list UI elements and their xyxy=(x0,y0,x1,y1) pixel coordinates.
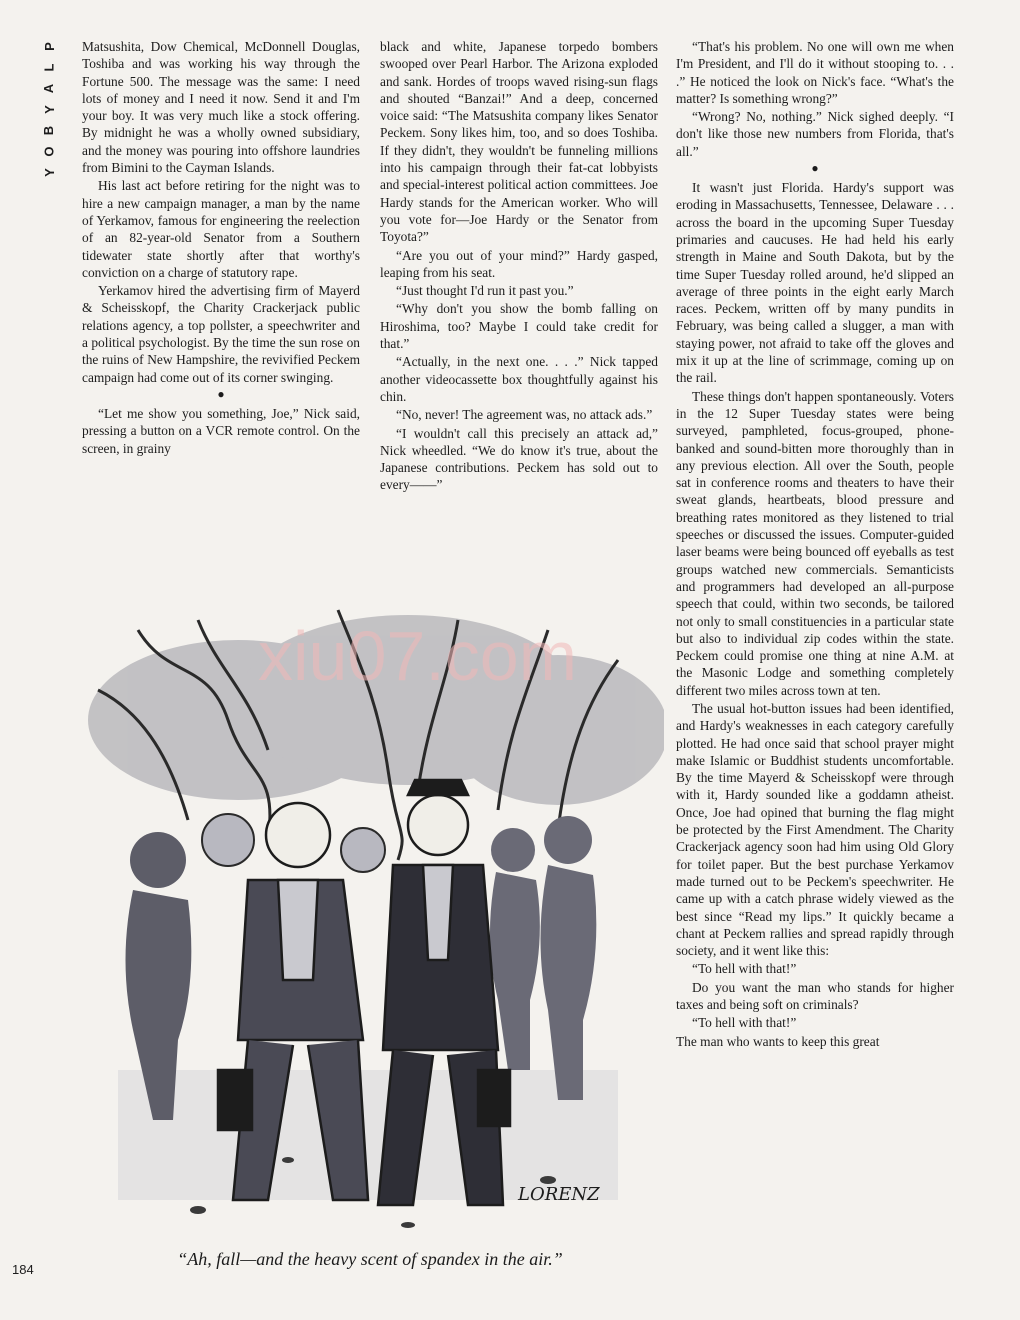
running-head-letter: B xyxy=(41,125,57,136)
paragraph: Do you want the man who stands for higher taxes and being soft on criminals? xyxy=(676,979,954,1013)
paragraph: “Why don't you show the bomb falling on Hiroshima, too? Maybe I could take credit for that.” xyxy=(380,301,658,352)
paragraph: “To hell with that!” xyxy=(692,961,797,977)
running-head-letter: O xyxy=(41,146,57,157)
paragraph: These things don't happen spontaneously. Voters in the 12 Super Tuesday states were being surveyed, pamphleted, focus-grouped, phone-banked and sound-bitten more thoroughly than in any previous election. All over the South, people sat in conference rooms and theaters to have their sweat glands, heartbeats, blood pressure and breathing rates monitored as they listened to trial speeches or discussed the issues. Computer-guided laser beams were being bounced off eyeballs as test groups watched new commercials. Semanticists and programmers had developed an all-purpose speech that could, within two seconds, be tailored not only to small constituencies in a particular state but also to individual zip codes within the state. Peckem could promise one thing at nine A.M. at the Masonic Lodge and something completely different two miles across town at ten. xyxy=(676,388,954,698)
paragraph: “That's his problem. No one will own me when I'm President, and I'll do it without stooping to. . . .” He noticed the look on Nick's face. “What's the matter? Is something wrong?” xyxy=(676,39,954,106)
running-head-letter: A xyxy=(41,83,57,94)
paragraph: Matsushita, Dow Chemical, McDonnell Douglas, Toshiba and was working his way through the Fortune 500. The message was the same: I need lots of money and I need it now. Send it and I'm your boy. It was very much like a stock offering. By midnight he was a wholly owned subsidiary, and the money was pouring into offshore laundries from Bimini to the Cayman Islands. xyxy=(82,39,360,176)
section-ornament: ● xyxy=(811,161,819,176)
paragraph: “No, never! The agreement was, no attack ads.” xyxy=(396,407,653,423)
paragraph: “Actually, in the next one. . . .” Nick tapped another videocassette box thoughtfully against his chin. xyxy=(380,354,658,404)
running-head xyxy=(36,40,62,179)
running-head-letter: Y xyxy=(41,168,57,177)
text-column-2 xyxy=(380,38,658,495)
running-head-letter: L xyxy=(41,63,57,72)
watermark-text: xiu07.com xyxy=(258,617,578,695)
paragraph: “I wouldn't call this precisely an attack ad,” Nick wheedled. “We do know it's true, about the Japanese contributions. Peckem has sold out to every——” xyxy=(380,425,658,493)
paragraph: “Let me show you something, Joe,” Nick said, pressing a button on a VCR remote control. On the screen, in grainy xyxy=(82,405,360,456)
paragraph: The man who wants to keep this great xyxy=(676,1033,880,1049)
jogger-right xyxy=(490,816,596,1100)
paragraph: “To hell with that!” xyxy=(692,1015,797,1031)
running-head-letter: Y xyxy=(41,105,57,114)
running-head-letter: P xyxy=(41,42,57,51)
artist-signature: LORENZ xyxy=(518,1184,600,1205)
paragraph: “Are you out of your mind?” Hardy gasped, leaping from his seat. xyxy=(380,247,658,280)
paragraph: The usual hot-button issues had been identified, and Hardy's weaknesses in each category carefully plotted. He had once said that school prayer might make Islamic or Buddhist students uncomfortable. By the time Mayerd & Scheisskopf were through with it, Hardy sounded like a goddamn atheist. Once, Joe had opined that burning the flag might be protected by the First Amendment. The Charity Crackerjack agency soon had him using Old Glory for toilet paper. But the best purchase Yerkamov made turned out to be Peckem's speechwriter. He came up with a catch phrase widely viewed as the best since “Read my lips.” It quickly became a chant at Peckem rallies and spread rapidly through society, and it went like this: xyxy=(676,700,954,959)
paragraph: His last act before retiring for the night was to hire a new campaign manager, a man by the name of Yerkamov, famous for engineering the reelection of an 82-year-old Senator from a Southern tidewater state shortly after that worthy's conviction on a charge of statutory rape. xyxy=(82,178,360,280)
illustration-caption: “Ah, fall—and the heavy scent of spandex in the air.” xyxy=(177,1249,563,1269)
paragraph: Yerkamov hired the advertising firm of Mayerd & Scheisskopf, the Charity Crackerjack public relations agency, a top pollster, a speechwriter and a political psychologist. By the time the sun rose on the ruins of New Hampshire, the revivified Peckem campaign had come out of its corner swinging. xyxy=(82,283,360,385)
section-ornament: ● xyxy=(217,386,225,401)
page-number: 184 xyxy=(12,1262,34,1277)
cartoon-illustration xyxy=(78,600,664,1240)
text-column-1 xyxy=(82,38,360,458)
paragraph: “Wrong? No, nothing.” Nick sighed deeply. “I don't like those new numbers from Florida, that's all.” xyxy=(676,109,954,159)
paragraph: black and white, Japanese torpedo bombers swooped over Pearl Harbor. The Arizona exploded and sank. Hordes of troops waved rising-sun flags and shouted “Banzai!” And a deep, concerned voice said: “The Matsushita company likes Senator Peckem. Sony likes him, too, and so does Toshiba. If they didn't, they wouldn't be funneling millions into his campaign through their fat-cat lobbyists and special-interest political action committees. Joe Hardy stands for the American worker. Who will you vote for—Joe Hardy or the Senator from Toyota?” xyxy=(380,39,658,245)
paragraph: “Just thought I'd run it past you.” xyxy=(396,283,574,299)
paragraph: It wasn't just Florida. Hardy's support was eroding in Massachusetts, Tennessee, Delaware . . . across the board in the upcoming Super Tuesday primaries and caucuses. He had held his early strength in Maine and South Dakota, but by the time Super Tuesday rolled around, he'd slipped an average of three points in the eight early March races. Peckem, written off by many pundits in February, was being called a slugger, a man with staying power, not afraid to take off the gloves and mix it up at the line of scrimmage, coming up on the rail. xyxy=(676,180,954,386)
text-column-3 xyxy=(676,38,954,1051)
